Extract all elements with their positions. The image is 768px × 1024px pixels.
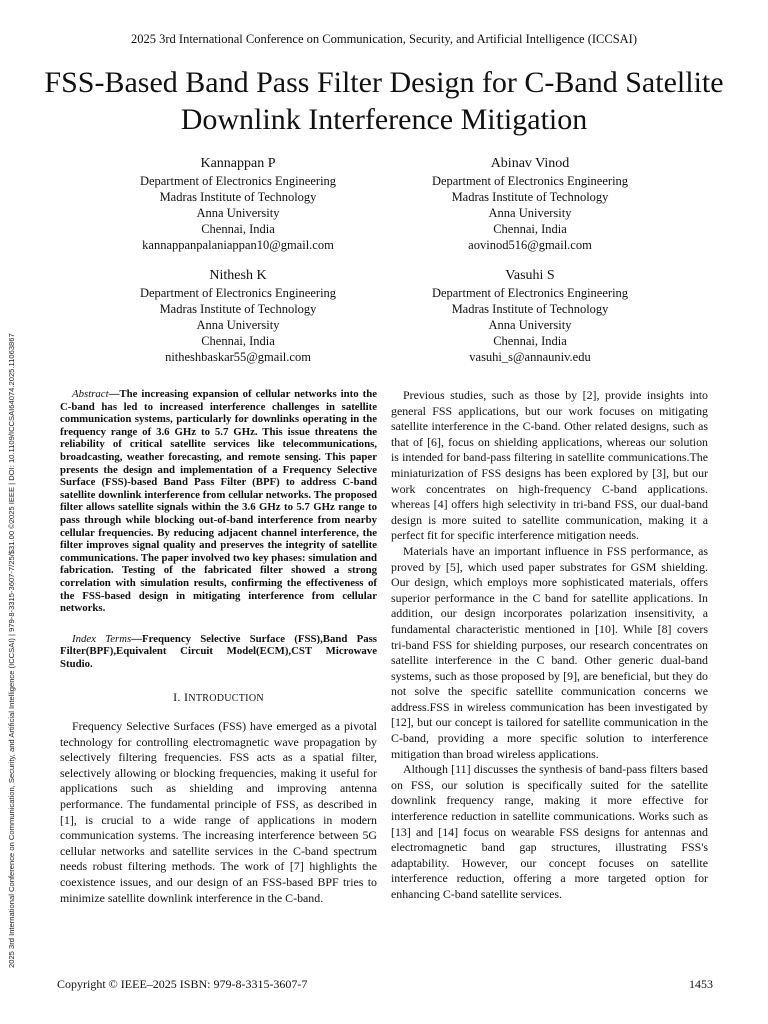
author-university: Anna University — [196, 318, 280, 332]
author-university: Anna University — [488, 206, 572, 220]
author-department: Department of Electronics Engineering — [431, 174, 629, 188]
author-block — [380, 155, 680, 253]
author-email: vasuhi_s@annauniv.edu — [469, 350, 591, 364]
left-column — [60, 388, 377, 906]
author-department: Department of Electronics Engineering — [139, 174, 337, 188]
author-institution: Madras Institute of Technology — [159, 190, 317, 204]
author-university: Anna University — [196, 206, 280, 220]
body-paragraph: Materials have an important influence in FSS performance, as proved by [5], which used paper substrates for GSM shielding. Our design, which employs more sophisticated materials, offers superior performance in the C band for satellite applications. In addition, our design incorporates polarization insensitivity, a fundamental characteristic mentioned in [10]. While [8] covers tri-band FSS for shielding purposes, our research concentrates on satellite interference in the C band. Other generic dual-band systems, such as those proposed by [9], are beneficial, but they do not solve the specific satellite communication concerns we address.FSS in wireless communication has been investigated by [12], but our concept is tailored for satellite communication in the C-band, providing a more specific solution to interference mitigation than broad wireless applications. — [391, 543, 708, 761]
author-name: Nithesh K — [209, 268, 267, 283]
author-email: kannappanpalaniappan10@gmail.com — [142, 238, 334, 252]
author-location: Chennai, India — [493, 334, 567, 348]
body-paragraph: Frequency Selective Surfaces (FSS) have emerged as a pivotal technology for controlling electromagnetic wave propagation by selectively filtering frequencies. FSS acts as a spatial filter, selectively allowing or blocking frequencies, making it useful for applications such as shielding and improving antenna performance. The fundamental principle of FSS, as described in [1], is crucial to a wide range of applications in modern communication systems. The increasing interference between 5G cellular networks and satellite services in the C-band spectrum needs robust filtering methods. The work of [7] highlights the coexistence issues, and our design of an FSS-based BPF tries to minimize satellite downlink interference in the C-band. — [60, 719, 377, 905]
author-name: Vasuhi S — [505, 268, 555, 283]
side-doi-text: 2025 3rd International Conference on Communication, Security, and Artificial Intelligence (ICCSAI) | 979-8-3315-3607-7/25/$31.00 ©2025 IEEE | DOI: 10.1109/ICCSAI64074.2025.11063867 — [7, 333, 16, 968]
body-paragraph: Although [11] discusses the synthesis of band-pass filters based on FSS, our solution is specifically suited for the satellite downlink frequency range, making it more effective for interference reduction in satellite communications. Works such as [13] and [14] focus on wearable FSS designs for antennas and electromagnetic band gap structures, illustrating FSS's adaptability. However, our concept focuses on satellite interference reduction, offering a more targeted option for enhancing C-band satellite services. — [391, 762, 708, 901]
footer-copyright: Copyright © IEEE–2025 ISBN: 979-8-3315-3607-7 — [57, 977, 308, 991]
author-department: Department of Electronics Engineering — [139, 286, 337, 300]
author-institution: Madras Institute of Technology — [159, 302, 317, 316]
section-title-rest: NTRODUCTION — [188, 693, 264, 705]
paper-title: FSS-Based Band Pass Filter Design for C-Band Satellite Downlink Interference Mitigation — [44, 66, 724, 136]
author-name: Abinav Vinod — [490, 156, 570, 171]
author-block — [88, 267, 388, 365]
right-column — [391, 388, 708, 903]
author-department: Department of Electronics Engineering — [431, 286, 629, 300]
index-terms-lead: Index Terms — [72, 632, 132, 645]
author-university: Anna University — [488, 318, 572, 332]
index-terms — [60, 633, 377, 671]
section-heading-introduction — [60, 690, 377, 707]
abstract-text: —The increasing expansion of cellular networks into the C-band has led to increased interference challenges in satellite communication systems, particularly for downlinks operating in the frequency range of 3.6 GHz to 5.7 GHz. This issue threatens the reliability of critical satellite services like telecommunications, broadcasting, weather forecasting, and remote sensing. This paper presents the design and implementation of a Frequency Selective Surface (FSS)-based Band Pass Filter (BPF) to address C-band satellite downlink interference from cellular networks. The proposed filter allows satellite signals within the 3.6 GHz to 5.7 GHz range to pass through while blocking out-of-band interference from nearby cellular frequencies. By reducing adjacent channel interference, the filter improves signal quality and preserves the integrity of satellite communications. The paper involved two key phases: simulation and fabrication. Testing of the fabricated filter showed a strong correlation with simulation results, confirming the effectiveness of the FSS-based design in mitigating interference from cellular networks. — [60, 388, 377, 615]
author-block — [380, 267, 680, 365]
author-institution: Madras Institute of Technology — [451, 190, 609, 204]
section-title-first: I — [184, 690, 189, 705]
abstract — [60, 388, 377, 615]
author-email: nitheshbaskar55@gmail.com — [165, 350, 311, 364]
author-name: Kannappan P — [200, 156, 276, 171]
author-block — [88, 155, 388, 253]
conference-header: 2025 3rd International Conference on Communication, Security, and Artificial Intelligence (ICCSAI) — [131, 32, 637, 46]
author-location: Chennai, India — [201, 334, 275, 348]
index-terms-text: —Frequency Selective Surface (FSS),Band Pass Filter(BPF),Equivalent Circuit Model(ECM),CST Microwave Studio. — [60, 632, 378, 670]
author-location: Chennai, India — [493, 222, 567, 236]
author-institution: Madras Institute of Technology — [451, 302, 609, 316]
page-number: 1453 — [689, 977, 713, 991]
section-number: I. — [173, 690, 181, 705]
author-location: Chennai, India — [201, 222, 275, 236]
body-paragraph: Previous studies, such as those by [2], provide insights into general FSS applications, but our work focuses on mitigating satellite interference in the C-band. Other related designs, such as that of [6], focus on shielding applications, whereas our solution is intended for band-pass filtering in satellite communications.The miniaturization of FSS designs has been explored by [3], but our work concentrates on high-frequency C-band applications. whereas [4] offers high selectivity in tri-band FSS, our dual-band design is more suited to satellite communication, making it a perfect fit for specific interference mitigation needs. — [391, 388, 708, 543]
author-email: aovinod516@gmail.com — [468, 238, 592, 252]
abstract-lead: Abstract — [72, 388, 109, 400]
